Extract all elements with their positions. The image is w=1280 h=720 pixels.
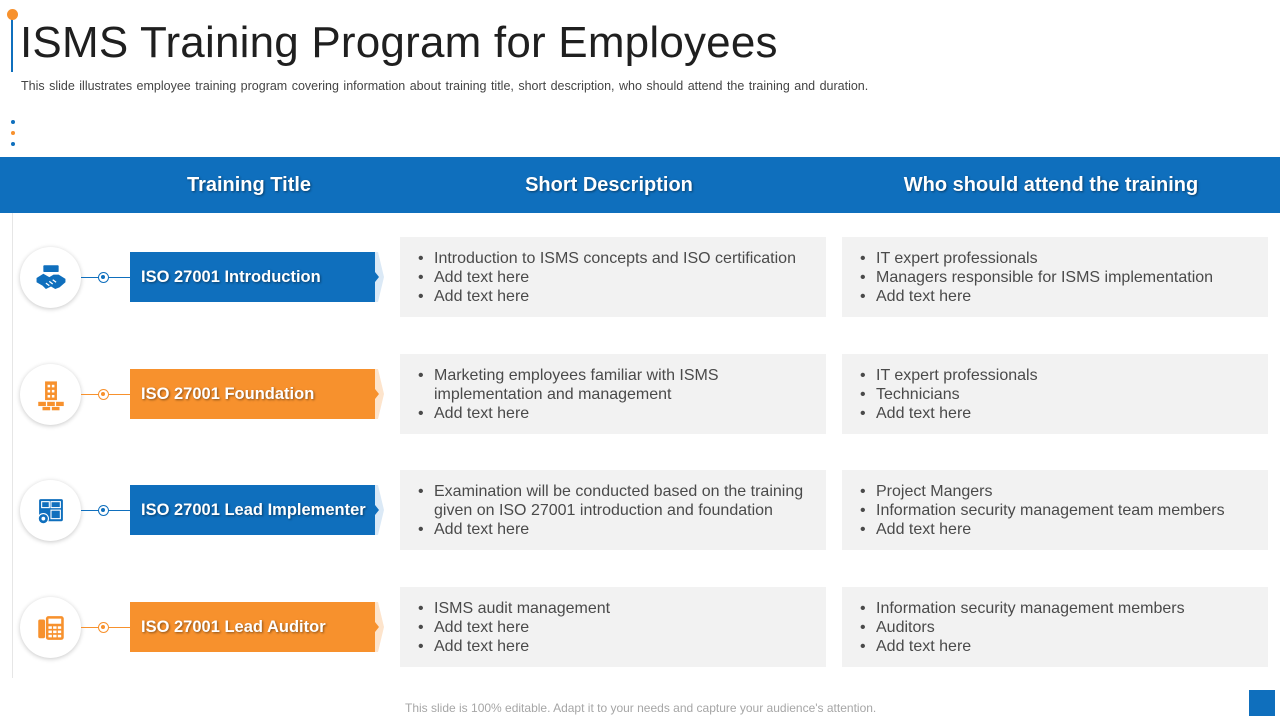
description-box [400, 587, 826, 667]
description-box [400, 354, 826, 434]
attendees-box [842, 587, 1268, 667]
training-title-box: ISO 27001 Lead Auditor [130, 602, 375, 652]
description-item: • Introduction to ISMS concepts and ISO certification [416, 249, 810, 268]
slide-title: ISMS Training Program for Employees [20, 18, 778, 67]
description-box [400, 470, 826, 550]
training-title-box: ISO 27001 Introduction [130, 252, 375, 302]
attendee-item: • Project Mangers [858, 482, 1252, 501]
description-item: • Add text here [416, 287, 810, 306]
arrow-right-icon [375, 252, 384, 302]
attendee-item: • Technicians [858, 385, 1252, 404]
attendees-box [842, 470, 1268, 550]
corner-square [1249, 690, 1275, 716]
title-accent-line [11, 14, 13, 72]
calculator-icon [20, 597, 81, 658]
table-row [0, 470, 1280, 552]
header-short-description: Short Description [525, 174, 693, 196]
attendee-item: • Information security management members [858, 599, 1252, 618]
header-training-title: Training Title [186, 174, 312, 196]
side-decoration-dots [11, 120, 17, 153]
description-item: • Add text here [416, 404, 810, 423]
training-title-box: ISO 27001 Lead Implementer [130, 485, 375, 535]
attendees-box [842, 237, 1268, 317]
connector-dot [98, 389, 109, 400]
table-row [0, 237, 1280, 319]
attendee-item: • Add text here [858, 404, 1252, 423]
table-row [0, 587, 1280, 669]
description-item: • Add text here [416, 637, 810, 656]
title-accent-dot [7, 9, 18, 20]
arrow-right-icon [375, 485, 384, 535]
connector-dot [98, 622, 109, 633]
table-row [0, 354, 1280, 436]
attendee-item: • Managers responsible for ISMS implementation [858, 268, 1252, 287]
arrow-right-icon [375, 602, 384, 652]
description-item: • ISMS audit management [416, 599, 810, 618]
footer-note: This slide is 100% editable. Adapt it to your needs and capture your audience's attention. [405, 701, 877, 715]
blueprint-gear-icon [20, 480, 81, 541]
attendee-item: • IT expert professionals [858, 366, 1252, 385]
connector-dot [98, 272, 109, 283]
description-item: • Marketing employees familiar with ISMS implementation and management [416, 366, 810, 404]
handshake-icon [20, 247, 81, 308]
attendee-item: • Auditors [858, 618, 1252, 637]
attendee-item: • Add text here [858, 520, 1252, 539]
header-who-should-attend: Who should attend the training [903, 174, 1199, 196]
description-item: • Add text here [416, 618, 810, 637]
attendee-item: • Add text here [858, 637, 1252, 656]
description-item: • Add text here [416, 520, 810, 539]
table-header [0, 157, 1280, 213]
attendee-item: • IT expert professionals [858, 249, 1252, 268]
description-item: • Examination will be conducted based on the training given on ISO 27001 introduction and foundation [416, 482, 810, 520]
attendee-item: • Information security management team members [858, 501, 1252, 520]
connector-dot [98, 505, 109, 516]
attendees-box [842, 354, 1268, 434]
building-icon [20, 364, 81, 425]
attendee-item: • Add text here [858, 287, 1252, 306]
arrow-right-icon [375, 369, 384, 419]
training-title-box: ISO 27001 Foundation [130, 369, 375, 419]
slide-subtitle: This slide illustrates employee training program covering information about training title, short description, who should attend the training and duration. [21, 79, 869, 93]
description-item: • Add text here [416, 268, 810, 287]
description-box [400, 237, 826, 317]
